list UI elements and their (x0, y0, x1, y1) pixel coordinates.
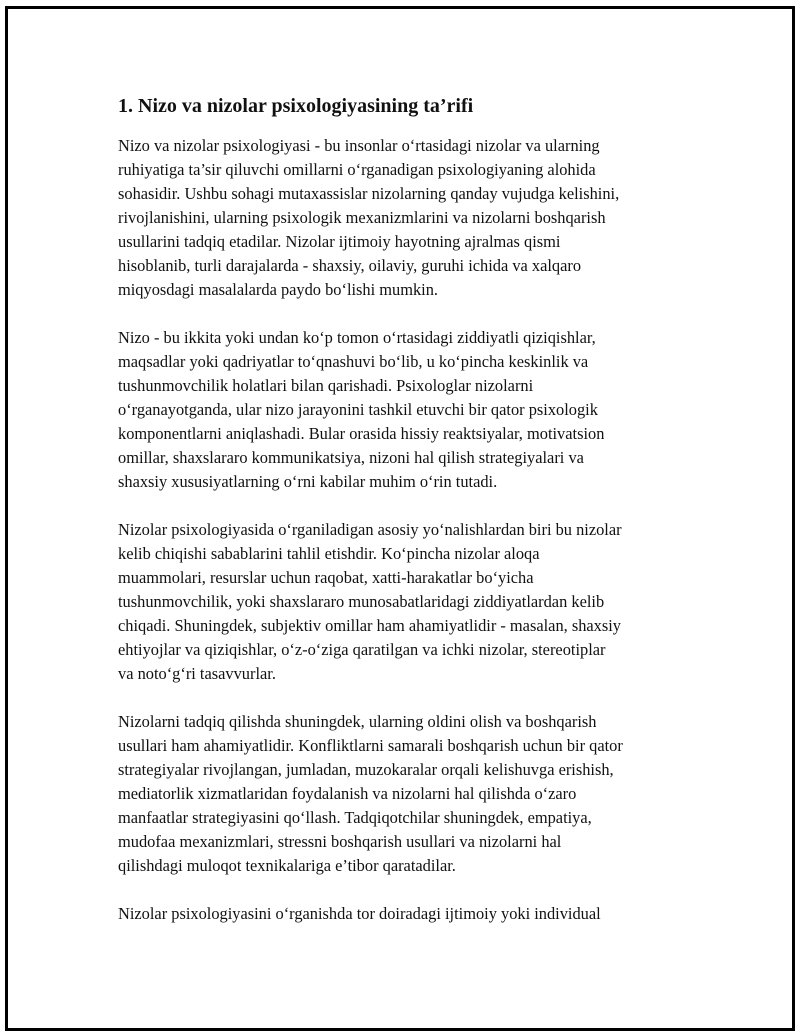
text-line: manfaatlar strategiyasini qo‘llash. Tadqiqotchilar shuningdek, empatiya, (118, 808, 592, 827)
text-line: chiqadi. Shuningdek, subjektiv omillar ham ahamiyatlidir - masalan, shaxsiy (118, 616, 622, 635)
text-line: mediatorlik xizmatlaridan foydalanish va nizolarni hal qilishda o‘zaro (118, 784, 577, 803)
text-line: omillar, shaxslararo kommunikatsiya, nizoni hal qilish strategiyalari va (118, 448, 584, 467)
paragraph-5 (118, 902, 698, 926)
text-line: Nizolar psixologiyasida o‘rganiladigan asosiy yo‘nalishlardan biri bu nizolar (118, 520, 622, 539)
text-line: sohasidir. Ushbu sohagi mutaxassislar nizolarning qanday vujudga kelishini, (118, 184, 620, 203)
paragraph-4 (118, 710, 698, 878)
text-line: usullari ham ahamiyatlidir. Konfliktlarni samarali boshqarish uchun bir qator (118, 736, 623, 755)
text-line: komponentlarni aniqlashadi. Bular orasida hissiy reaktsiyalar, motivatsion (118, 424, 605, 443)
paragraph-1 (118, 134, 698, 302)
text-line: va noto‘g‘ri tasavvurlar. (118, 664, 276, 683)
text-line: usullarini tadqiq etadilar. Nizolar ijtimoiy hayotning ajralmas qismi (118, 232, 561, 251)
document-body (118, 92, 698, 950)
text-line: mudofaa mexanizmlari, stressni boshqarish usullari va nizolarni hal (118, 832, 562, 851)
text-line: rivojlanishini, ularning psixologik mexanizmlarini va nizolarni boshqarish (118, 208, 606, 227)
text-line: kelib chiqishi sabablarini tahlil etishdir. Ko‘pincha nizolar aloqa (118, 544, 540, 563)
text-line: tushunmovchilik, yoki shaxslararo munosabatlaridagi ziddiyatlardan kelib (118, 592, 605, 611)
text-line: Nizo - bu ikkita yoki undan ko‘p tomon o‘rtasidagi ziddiyatli qiziqishlar, (118, 328, 596, 347)
text-line: Nizolarni tadqiq qilishda shuningdek, ularning oldini olish va boshqarish (118, 712, 597, 731)
text-line: qilishdagi muloqot texnikalariga e’tibor qaratadilar. (118, 856, 456, 875)
text-line: o‘rganayotganda, ular nizo jarayonini tashkil etuvchi bir qator psixologik (118, 400, 598, 419)
text-line: miqyosdagi masalalarda paydo bo‘lishi mumkin. (118, 280, 439, 299)
text-line: maqsadlar yoki qadriyatlar to‘qnashuvi bo‘lib, u ko‘pincha keskinlik va (118, 352, 589, 371)
text-line: muammolari, resurslar uchun raqobat, xatti-harakatlar bo‘yicha (118, 568, 534, 587)
text-line: Nizolar psixologiyasini o‘rganishda tor doiradagi ijtimoiy yoki individual (118, 904, 601, 923)
paragraph-3 (118, 518, 698, 686)
section-heading: 1. Nizo va nizolar psixologiyasining ta’rifi (118, 95, 474, 117)
text-line: shaxsiy xususiyatlarning o‘rni kabilar muhim o‘rin tutadi. (118, 472, 498, 491)
text-line: ehtiyojlar va qiziqishlar, o‘z-o‘ziga qaratilgan va ichki nizolar, stereotiplar (118, 640, 606, 659)
text-line: tushunmovchilik holatlari bilan qarishadi. Psixologlar nizolarni (118, 376, 534, 395)
text-line: strategiyalar rivojlangan, jumladan, muzokaralar orqali kelishuvga erishish, (118, 760, 614, 779)
paragraph-2 (118, 326, 698, 494)
text-line: hisoblanib, turli darajalarda - shaxsiy, oilaviy, guruhi ichida va xalqaro (118, 256, 582, 275)
text-line: Nizo va nizolar psixologiyasi - bu insonlar o‘rtasidagi nizolar va ularning (118, 136, 600, 155)
text-line: ruhiyatiga ta’sir qiluvchi omillarni o‘rganadigan psixologiyaning alohida (118, 160, 596, 179)
